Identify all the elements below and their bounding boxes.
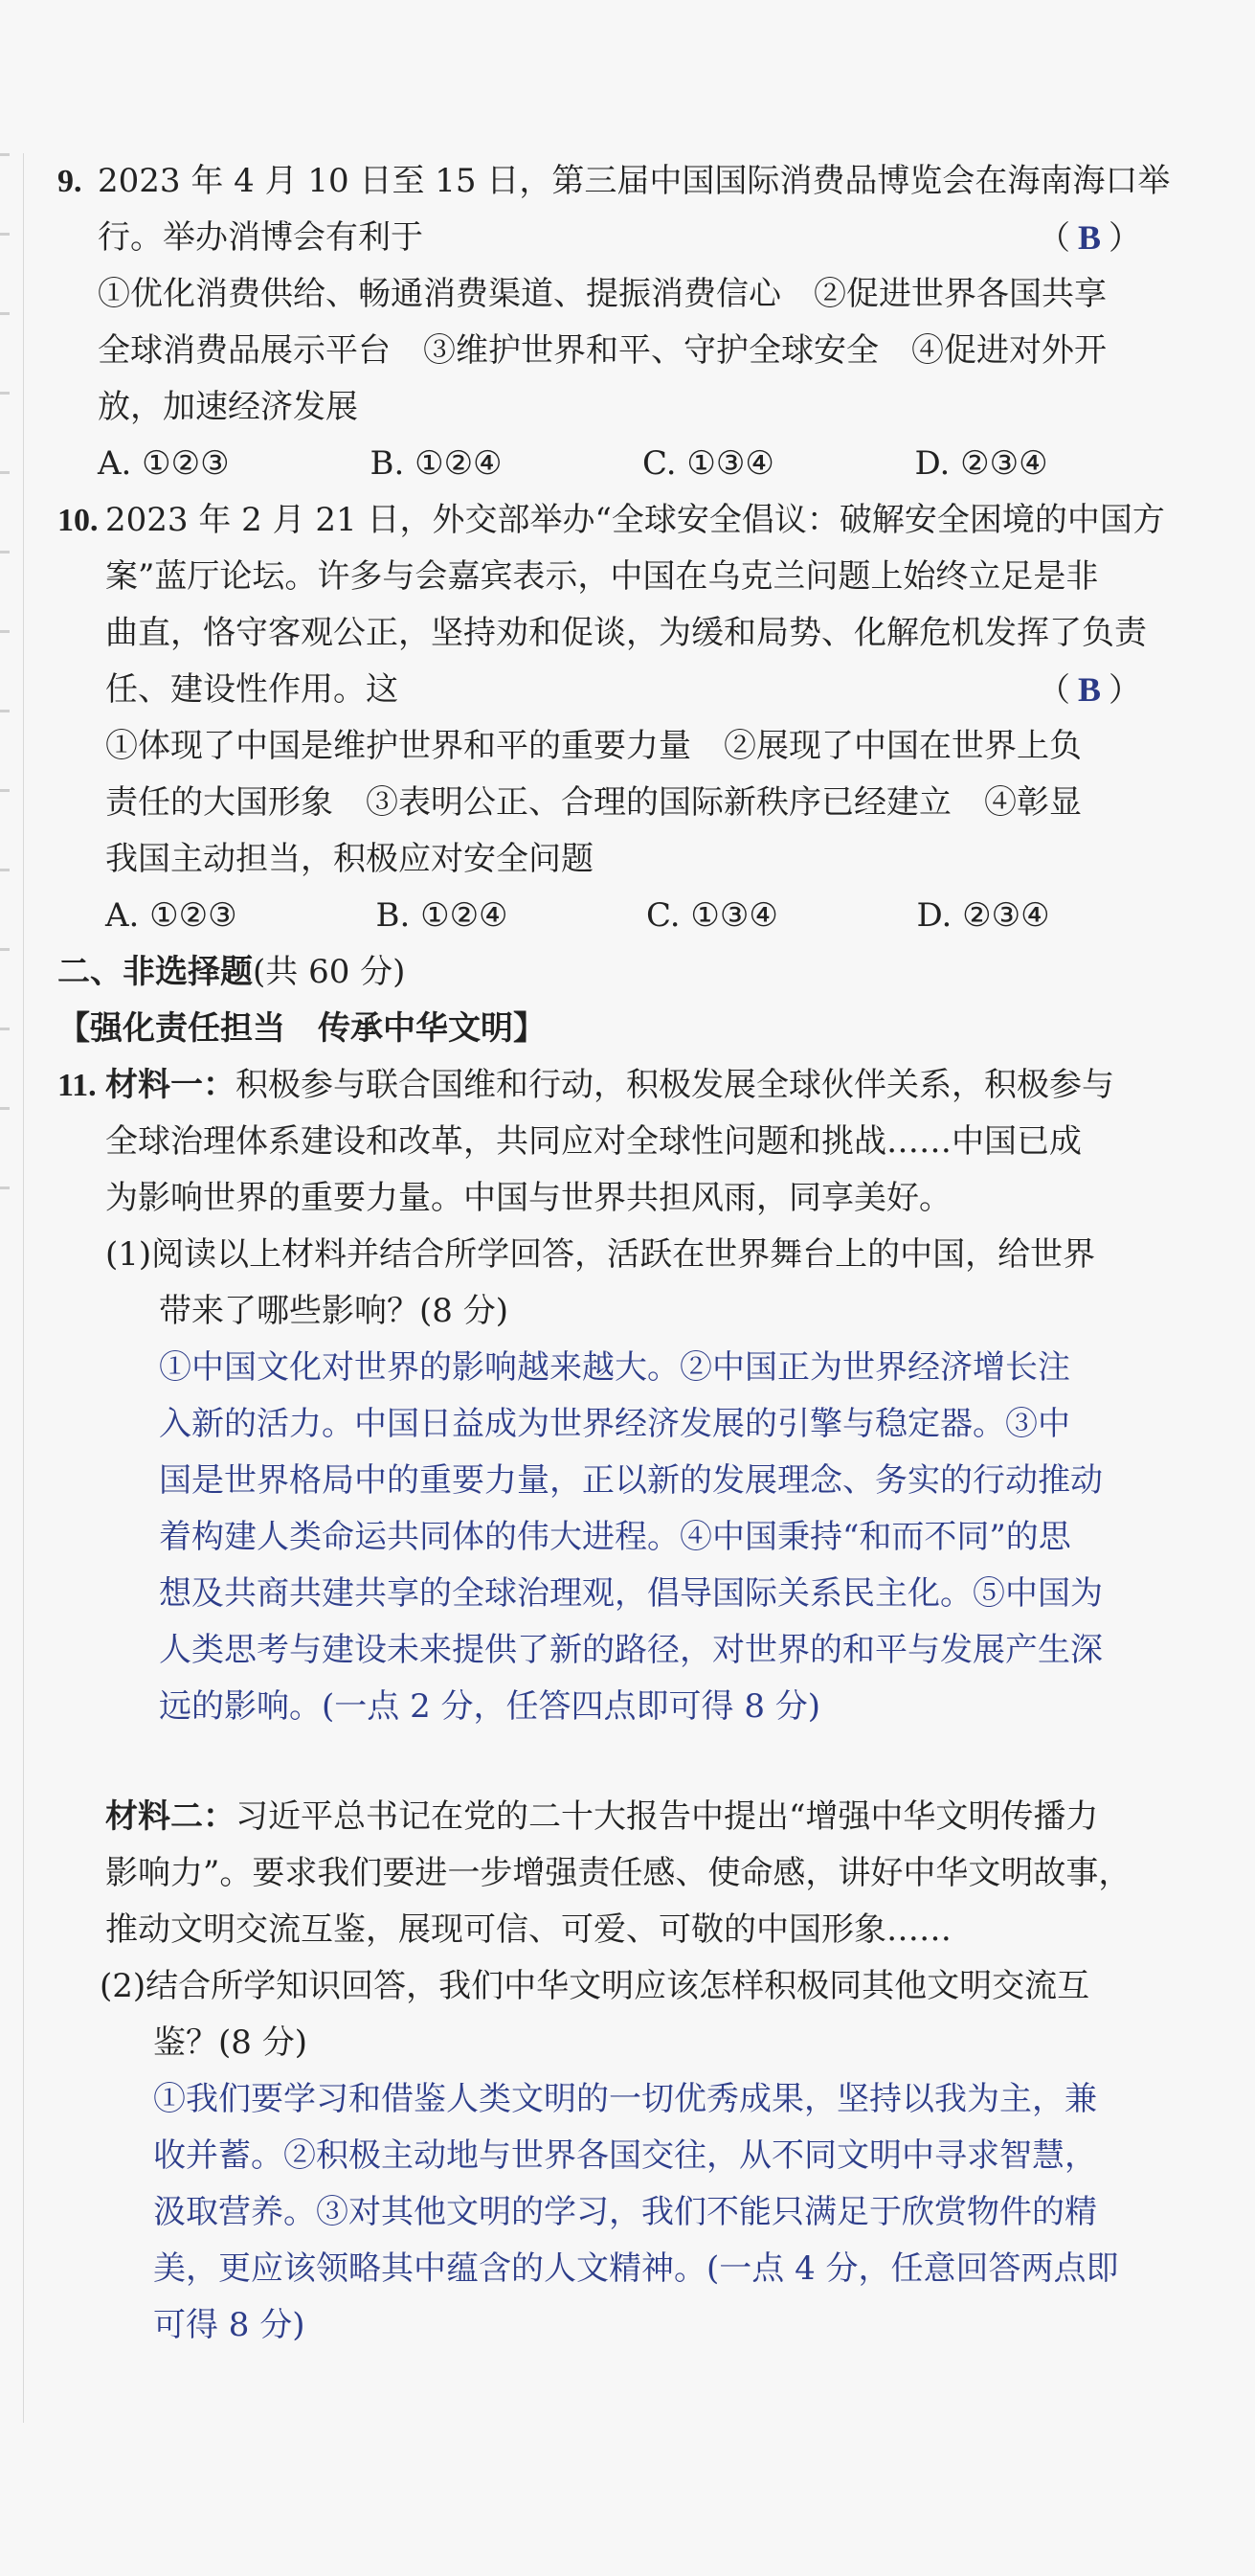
question-stem: 案”蓝厅论坛。许多与会嘉宾表示，中国在乌克兰问题上始终立足是非 — [105, 557, 1099, 596]
question-number: 11. — [57, 1068, 97, 1103]
statement-line: 责任的大国形象 ③表明公正、合理的国际新秩序已经建立 ④彰显 — [105, 783, 1082, 822]
sub-question-text: 鉴？(8 分) — [153, 2023, 307, 2062]
sub-question-2 — [57, 1958, 1187, 2071]
question-11 — [57, 1057, 1187, 2354]
choice-c: C. ①③④ — [642, 444, 774, 483]
material-label: 材料二： — [105, 1797, 235, 1836]
choice-list — [57, 888, 1187, 944]
question-stem: 2023 年 2 月 21 日，外交部举办“全球安全倡议：破解安全困境的中国方 — [105, 501, 1165, 539]
statement-line: 我国主动担当，积极应对安全问题 — [105, 840, 594, 878]
choice-d: D. ②③④ — [914, 444, 1048, 483]
answer-2: ①我们要学习和借鉴人类文明的一切优秀成果，坚持以我为主，兼 收并蓄。②积极主动地与世界各国交往，从不同文明中寻求智慧， 汲取营养。③对其他文明的学习，我们不能只满足于欣赏物件的精 美，更应该领略其中蕴含的人文精神。(一点 4 分，任意回答两点即 可得 8 分) — [153, 2080, 1119, 2344]
question-number: 10. — [57, 503, 99, 538]
choice-a: A. ①②③ — [105, 896, 237, 935]
question-9 — [57, 153, 1187, 492]
sub-question-text: (1)阅读以上材料并结合所学回答，活跃在世界舞台上的中国，给世界 — [105, 1235, 1096, 1274]
answer-letter: B — [1077, 218, 1109, 257]
answer-slot: （B） — [1037, 670, 1149, 710]
choice-a: A. ①②③ — [98, 444, 230, 483]
statement-line: 放，加速经济发展 — [98, 388, 358, 426]
question-10 — [57, 492, 1187, 944]
material-1: 材料一：积极参与联合国维和行动，积极发展全球伙伴关系，积极参与 — [105, 1066, 1114, 1104]
material-2: 材料二：习近平总书记在党的二十大报告中提出“增强中华文明传播力 影响力”。要求我们要进一步增强责任感、使命感，讲好中华文明故事， 推动文明交流互鉴，展现可信、可爱、可敬的中国形象…… — [105, 1797, 1132, 1949]
section-heading: 二、非选择题(共 60 分) — [57, 953, 406, 991]
choice-b: B. ①②④ — [370, 444, 503, 483]
sub-question-text: (2)结合所学知识回答，我们中华文明应该怎样积极同其他文明交流互 — [100, 1967, 1090, 2005]
question-number: 9. — [57, 164, 82, 199]
question-stem-line2: 行。举办消博会有利于 （B） — [98, 210, 1187, 266]
material-label: 材料一： — [105, 1066, 235, 1104]
material-line: 为影响世界的重要力量。中国与世界共担风雨，同享美好。 — [105, 1179, 952, 1217]
sub-question-text: 带来了哪些影响？(8 分) — [159, 1292, 508, 1330]
choice-c: C. ①③④ — [646, 896, 778, 935]
choice-d: D. ②③④ — [916, 896, 1050, 935]
material-line: 全球治理体系建设和改革，共同应对全球性问题和挑战……中国已成 — [105, 1122, 1082, 1161]
question-stem: 曲直，恪守客观公正，坚持劝和促谈，为缓和局势、化解危机发挥了负责 — [105, 614, 1147, 652]
content — [57, 153, 1187, 2354]
answer-slot: （B） — [1037, 218, 1149, 258]
sub-question-1 — [57, 1227, 1187, 1340]
theme-heading: 【强化责任担当 传承中华文明】 — [57, 1009, 546, 1048]
binding-edge-line — [23, 153, 24, 2423]
question-stem: 2023 年 4 月 10 日至 15 日，第三届中国国际消费品博览会在海南海口举 — [98, 162, 1171, 200]
answer-letter: B — [1077, 670, 1109, 709]
choice-list — [57, 436, 1187, 492]
answer-1: ①中国文化对世界的影响越来越大。②中国正为世界经济增长注 入新的活力。中国日益成为世界经济发展的引擎与稳定器。③中 国是世界格局中的重要力量，正以新的发展理念、务实的行动推动 着构建人类命运共同体的伟大进程。④中国秉持“和而不同”的思 想及共商共建共享的全球治理观，倡导国际关系民主化。⑤中国为 人类思考与建设未来提供了新的路径，对世界的和平与发展产生深 远的影响。(一点 2 分，任答四点即可得 8 分) — [159, 1348, 1103, 1726]
choice-b: B. ①②④ — [375, 896, 508, 935]
statement-line: ①优化消费供给、畅通消费渠道、提振消费信心 ②促进世界各国共享 — [98, 275, 1107, 313]
question-stem-line4: 任、建设性作用。这 （B） — [105, 662, 1187, 718]
binding-edge-marks — [0, 153, 13, 1398]
statement-line: ①体现了中国是维护世界和平的重要力量 ②展现了中国在世界上负 — [105, 727, 1082, 765]
statement-line: 全球消费品展示平台 ③维护世界和平、守护全球安全 ④促进对外开 — [98, 331, 1107, 370]
